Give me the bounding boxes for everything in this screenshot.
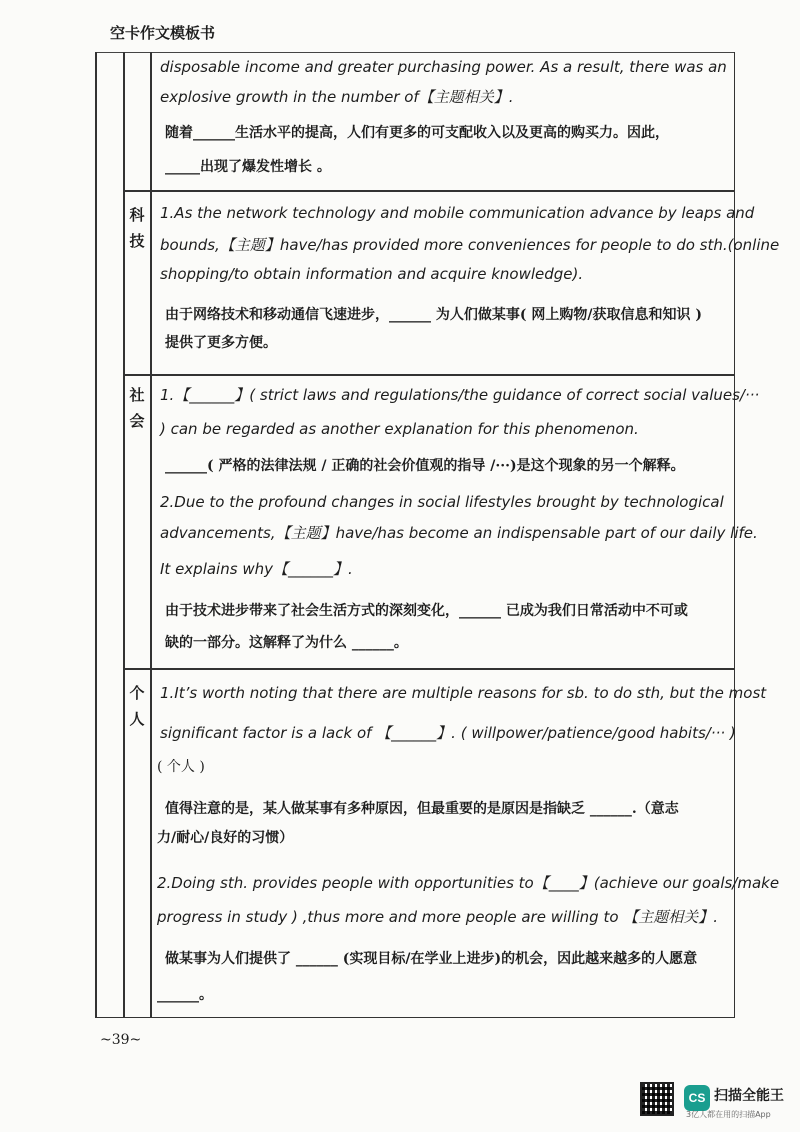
tech-en-line-3: shopping/to obtain information and acquire knowledge). bbox=[160, 265, 584, 283]
book-title: 空卡作文模板书 bbox=[110, 24, 216, 42]
personal-item2-en-line-2: progress in study ) ,thus more and more people are willing to 【主题相关】. bbox=[157, 908, 719, 926]
personal-item1-en-line-1: 1.It’s worth noting that there are multiple reasons for sb. to do sth, but the most bbox=[160, 684, 767, 702]
personal-item2-cn-line-2: ______。 bbox=[157, 987, 213, 1003]
camscanner-logo: CS bbox=[684, 1085, 710, 1111]
society-item1-en-line-2: ) can be regarded as another explanation for this phenomenon. bbox=[160, 420, 639, 438]
tech-en-line-1: 1.As the network technology and mobile communication advance by leaps and bbox=[160, 204, 755, 222]
row0-cn-line-1: 随着______生活水平的提高，人们有更多的可支配收入以及更高的购买力。因此， bbox=[165, 125, 669, 141]
society-item2-cn-line-2: 缺的一部分。这解释了为什么 ______。 bbox=[165, 635, 408, 651]
table-column-divider-2 bbox=[150, 52, 152, 1017]
page-number: ~39~ bbox=[100, 1032, 142, 1048]
table-left-border bbox=[95, 52, 97, 1017]
society-item1-cn: ______( 严格的法律法规 / 正确的社会价值观的指导 /···)是这个现象的另一个解释。 bbox=[165, 458, 685, 474]
tech-cn-line-2: 提供了更多方便。 bbox=[165, 335, 277, 351]
personal-item1-cn-line-2: 力/耐心/良好的习惯） bbox=[157, 830, 294, 846]
watermark-brand: 扫描全能王 bbox=[714, 1088, 784, 1104]
society-item2-en-line-1: 2.Due to the profound changes in social lifestyles brought by technological bbox=[160, 493, 724, 511]
table-column-divider-1 bbox=[123, 52, 125, 1017]
society-item1-en-line-1: 1.【______】( strict laws and regulations/the guidance of correct social values/··· bbox=[160, 386, 760, 404]
row0-en-line-1: disposable income and greater purchasing power. As a result, there was an bbox=[160, 58, 727, 76]
scanner-watermark bbox=[640, 1082, 790, 1122]
category-society: 社会 bbox=[129, 386, 145, 430]
society-item2-en-line-2: advancements,【主题】have/has become an indispensable part of our daily life. bbox=[160, 524, 758, 542]
society-item2-cn-line-1: 由于技术进步带来了社会生活方式的深刻变化，______ 已成为我们日常活动中不可或 bbox=[165, 603, 688, 619]
qr-code-icon bbox=[640, 1082, 674, 1116]
personal-item2-en-line-1: 2.Doing sth. provides people with opportunities to【____】(achieve our goals/make bbox=[157, 874, 780, 892]
personal-item1-cn-line-1: 值得注意的是，某人做某事有多种原因，但最重要的是原因是指缺乏 ______.（意志 bbox=[165, 801, 679, 817]
personal-item1-tag: ( 个人 ) bbox=[157, 759, 205, 775]
society-item2-en-line-3: It explains why【______】. bbox=[160, 560, 353, 578]
row-divider-tech bbox=[123, 190, 735, 192]
row-divider-personal bbox=[123, 668, 735, 670]
template-table bbox=[95, 52, 780, 1018]
row0-en-line-2: explosive growth in the number of【主题相关】. bbox=[160, 88, 514, 106]
tech-en-line-2: bounds,【主题】have/has provided more conveniences for people to do sth.(online bbox=[160, 236, 780, 254]
row0-cn-line-2: _____出现了爆发性增长 。 bbox=[165, 159, 331, 175]
row-divider-society bbox=[123, 374, 735, 376]
category-personal: 个人 bbox=[129, 684, 145, 728]
tech-cn-line-1: 由于网络技术和移动通信飞速进步，______ 为人们做某事( 网上购物/获取信息和知识 ) bbox=[165, 307, 702, 323]
watermark-subtitle: 3亿人都在用的扫描App bbox=[686, 1110, 771, 1119]
category-tech: 科技 bbox=[129, 206, 145, 250]
personal-item2-cn-line-1: 做某事为人们提供了 ______ (实现目标/在学业上进步)的机会，因此越来越多的人愿意 bbox=[165, 951, 698, 967]
personal-item1-en-line-2: significant factor is a lack of 【______】. ( willpower/patience/good habits/··· ) bbox=[160, 724, 736, 742]
